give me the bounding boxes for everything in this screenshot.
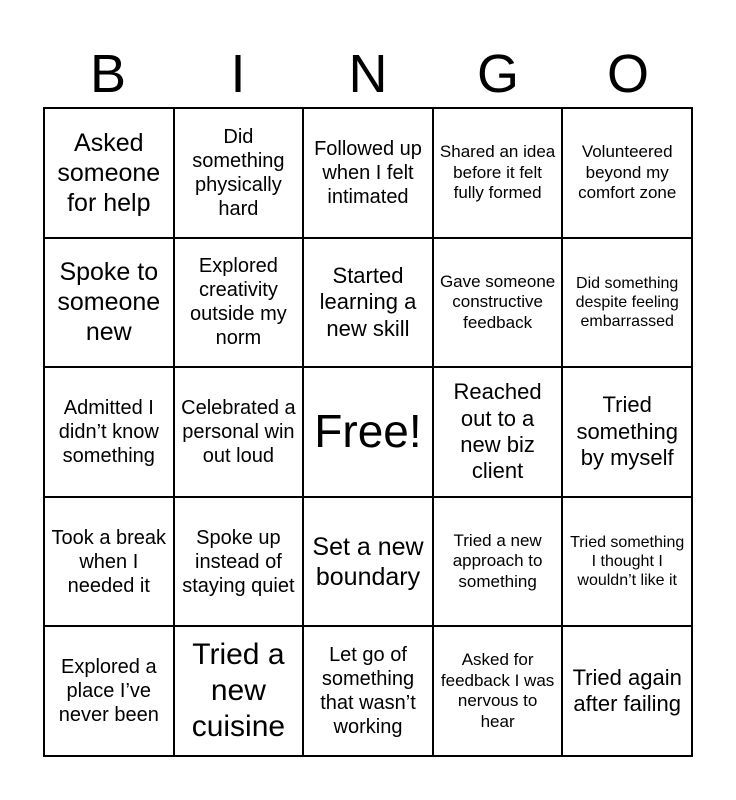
cell-text: Spoke to someone new: [57, 258, 161, 347]
cell-text: Shared an idea before it felt fully formed: [439, 142, 556, 202]
header-letter-o: O: [606, 44, 649, 104]
cell-text: Followed up when I felt intimated: [314, 137, 422, 208]
cell-text: Admitted I didn’t know something: [58, 396, 159, 467]
bingo-cell: [433, 497, 563, 627]
bingo-cell: [433, 238, 563, 368]
cell-text: Tried a new approach to something: [452, 531, 543, 591]
cell-text: Started learning a new skill: [319, 262, 417, 341]
bingo-cell: [562, 626, 692, 756]
cell-text: Did something despite feeling embarrassed: [575, 274, 679, 330]
bingo-cell: [562, 108, 692, 238]
header-letter-g: G: [476, 44, 519, 104]
cell-text: Explored a place I’ve never been: [58, 656, 159, 727]
bingo-cell: [433, 626, 563, 756]
bingo-cell: [433, 367, 563, 497]
cell-text: Tried again after failing: [572, 664, 682, 717]
bingo-cell: [303, 497, 433, 627]
cell-text: Let go of something that wasn’t working: [320, 644, 416, 739]
cell-text: Celebrated a personal win out loud: [181, 396, 296, 467]
header-letter-n: N: [348, 44, 388, 104]
bingo-cell: [303, 238, 433, 368]
cell-text: Tried a new cuisine: [191, 638, 286, 744]
cell-text: Gave someone constructive feedback: [439, 271, 556, 332]
cell-text: Tried something I thought I wouldn’t like it: [570, 533, 685, 590]
bingo-cell: [562, 238, 692, 368]
cell-text: Asked for feedback I was nervous to hear: [440, 650, 555, 731]
bingo-cell: [174, 367, 304, 497]
bingo-cell: [303, 626, 433, 756]
cell-text: Took a break when I needed it: [51, 526, 167, 597]
bingo-cell: [174, 626, 304, 756]
bingo-cell: [562, 367, 692, 497]
cell-text: Explored creativity outside my norm: [190, 255, 287, 350]
cell-text: Volunteered beyond my comfort zone: [578, 142, 677, 202]
bingo-cell: [44, 238, 174, 368]
cell-text: Set a new boundary: [312, 532, 424, 591]
header-letter-b: B: [89, 44, 127, 104]
bingo-cell: [44, 108, 174, 238]
cell-text: Reached out to a new biz client: [453, 379, 542, 484]
cell-text: Tried something by myself: [576, 392, 678, 471]
bingo-board: [43, 107, 693, 757]
bingo-cell: [303, 108, 433, 238]
bingo-cell: [174, 497, 304, 627]
bingo-header: [43, 40, 693, 108]
cell-text: Asked someone for help: [57, 128, 161, 217]
cell-text: Spoke up instead of staying quiet: [182, 526, 295, 597]
bingo-cell: [174, 108, 304, 238]
header-letter-i: I: [230, 44, 246, 104]
bingo-cell: [433, 108, 563, 238]
free-cell-text: Free!: [314, 405, 422, 458]
bingo-cell: [44, 626, 174, 756]
bingo-cell: [44, 367, 174, 497]
bingo-cell: [174, 238, 304, 368]
free-cell: [303, 367, 433, 497]
bingo-cell: [44, 497, 174, 627]
cell-text: Did something physically hard: [192, 125, 285, 220]
bingo-cell: [562, 497, 692, 627]
